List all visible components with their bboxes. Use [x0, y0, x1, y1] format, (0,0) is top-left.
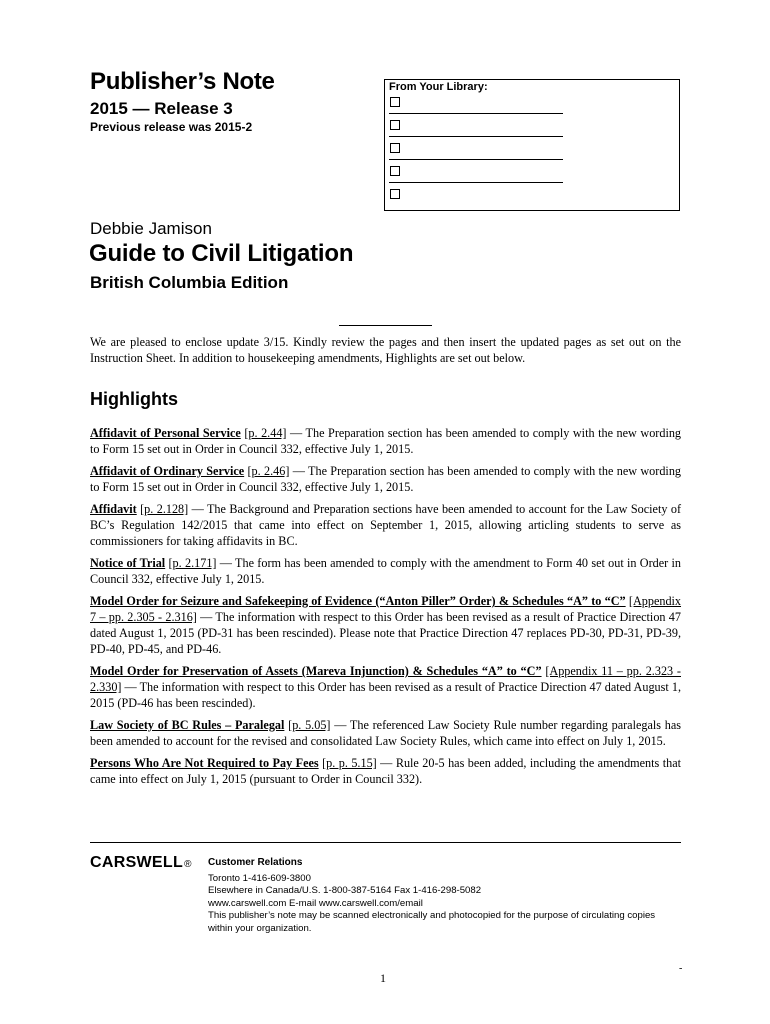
page-reference-link[interactable]: [Appendix 11 – pp. 2.323 - 2.330] [90, 664, 681, 694]
page-reference-link[interactable]: [p. 2.171] [168, 556, 217, 570]
book-title: Guide to Civil Litigation [89, 240, 354, 267]
highlight-heading: Affidavit of Personal Service [90, 426, 241, 440]
highlight-item [90, 593, 681, 657]
highlight-description: — Rule 20-5 has been added, including the amendments that came into effect on July 1, 2015 (pursuant to Order in Council 332). [90, 756, 682, 786]
highlight-description: — The Preparation section has been amended to comply with the new wording to Form 15 set out in Order in Council 332, effective July 1, 2015. [90, 426, 682, 456]
library-line-3 [389, 141, 563, 160]
corner-mark: - [679, 963, 683, 974]
highlight-description: — The referenced Law Society Rule number regarding paralegals has been amended to account for the revised and consolidated Law Society Rules, which came into effect on July 1, 2015. [90, 718, 681, 748]
footer-divider [90, 842, 681, 843]
page-reference-link[interactable]: [p. 2.128] [140, 502, 189, 516]
logo-text: CARSWELL [90, 854, 184, 871]
contact-line: within your organization. [208, 922, 312, 934]
highlight-item [90, 555, 681, 587]
customer-relations-title: Customer Relations [208, 857, 303, 868]
page-reference-link[interactable]: [p. 5.05] [288, 718, 331, 732]
checkbox-5[interactable] [390, 189, 400, 199]
book-edition: British Columbia Edition [90, 273, 289, 292]
highlight-heading: Affidavit of Ordinary Service [90, 464, 245, 478]
highlight-item [90, 717, 681, 749]
highlight-item [90, 501, 681, 549]
checkbox-3[interactable] [390, 143, 400, 153]
highlight-heading: Law Society of BC Rules – Paralegal [90, 718, 285, 732]
library-checklist-box [384, 79, 680, 211]
highlight-heading: Model Order for Preservation of Assets (Mareva Injunction) & Schedules “A” to “C” [90, 664, 542, 678]
library-line-2 [389, 118, 563, 137]
author-name: Debbie Jamison [90, 219, 212, 238]
page-number: 1 [380, 971, 386, 985]
section-divider [339, 325, 432, 326]
highlight-heading: Persons Who Are Not Required to Pay Fees [90, 756, 319, 770]
highlight-heading: Model Order for Seizure and Safekeeping of Evidence (“Anton Piller” Order) & Schedules “A” to “C” [90, 594, 626, 608]
library-box-title: From Your Library: [389, 81, 488, 93]
library-line-4 [389, 164, 563, 183]
highlight-description: — The information with respect to this Order has been revised as a result of Practice Direction 47 dated August 1, 2015 (PD-46 has been rescinded). [90, 680, 681, 710]
checkbox-2[interactable] [390, 120, 400, 130]
highlight-item [90, 425, 681, 457]
highlight-item [90, 755, 681, 787]
contact-info [208, 873, 688, 935]
checkbox-4[interactable] [390, 166, 400, 176]
contact-line: This publisher’s note may be scanned electronically and photocopied for the purpose of circulating copies [208, 910, 656, 922]
release-label: 2015 — Release 3 [90, 99, 233, 118]
highlight-description: — The information with respect to this Order has been revised as a result of Practice Direction 47 dated August 1, 2015 (PD-31 has been rescinded). Please note that Practice Direction 47 replaces PD-30, PD-31, PD-39, PD-40, PD-45, and PD-46. [90, 610, 681, 656]
registered-mark: ® [184, 859, 192, 870]
contact-line: Elsewhere in Canada/U.S. 1-800-387-5164 Fax 1-416-298-5082 [208, 885, 482, 897]
checkbox-1[interactable] [390, 97, 400, 107]
highlight-description: — The Background and Preparation sections have been amended to account for the Law Society of BC’s Regulation 142/2015 that came into effect on September 1, 2015, allowing articling students to serve as commissioners for taking affidavits in BC. [90, 502, 681, 548]
highlight-description: — The form has been amended to comply with the amendment to Form 40 set out in Order in Council 332, effective July 1, 2015. [90, 556, 682, 586]
highlight-description: — The Preparation section has been amended to comply with the new wording to Form 15 set out in Order in Council 332, effective July 1, 2015. [90, 464, 682, 494]
previous-release-label: Previous release was 2015-2 [90, 120, 253, 134]
page-reference-link[interactable]: [Appendix 7 – pp. 2.305 - 2.316] [90, 594, 682, 624]
highlight-heading: Notice of Trial [90, 556, 166, 570]
page-reference-link[interactable]: [p. 2.44] [244, 426, 287, 440]
carswell-logo [90, 854, 192, 872]
highlight-item [90, 663, 681, 711]
page-reference-link[interactable]: [p. p. 5.15] [322, 756, 377, 770]
library-line-1 [389, 95, 563, 114]
highlights-list [90, 425, 681, 793]
highlight-item [90, 463, 681, 495]
highlights-heading: Highlights [90, 389, 178, 409]
library-line-5 [389, 187, 563, 205]
intro-paragraph: We are pleased to enclose update 3/15. Kindly review the pages and then insert the updated pages as set out on the Instruction Sheet. In addition to housekeeping amendments, Highlights are set out below. [90, 335, 681, 365]
contact-line: www.carswell.com E-mail www.carswell.com/email [208, 897, 423, 909]
contact-line: Toronto 1-416-609-3800 [208, 873, 311, 884]
page-title: Publisher’s Note [90, 68, 275, 95]
page-reference-link[interactable]: [p. 2.46] [247, 464, 290, 478]
highlight-heading: Affidavit [90, 502, 137, 516]
